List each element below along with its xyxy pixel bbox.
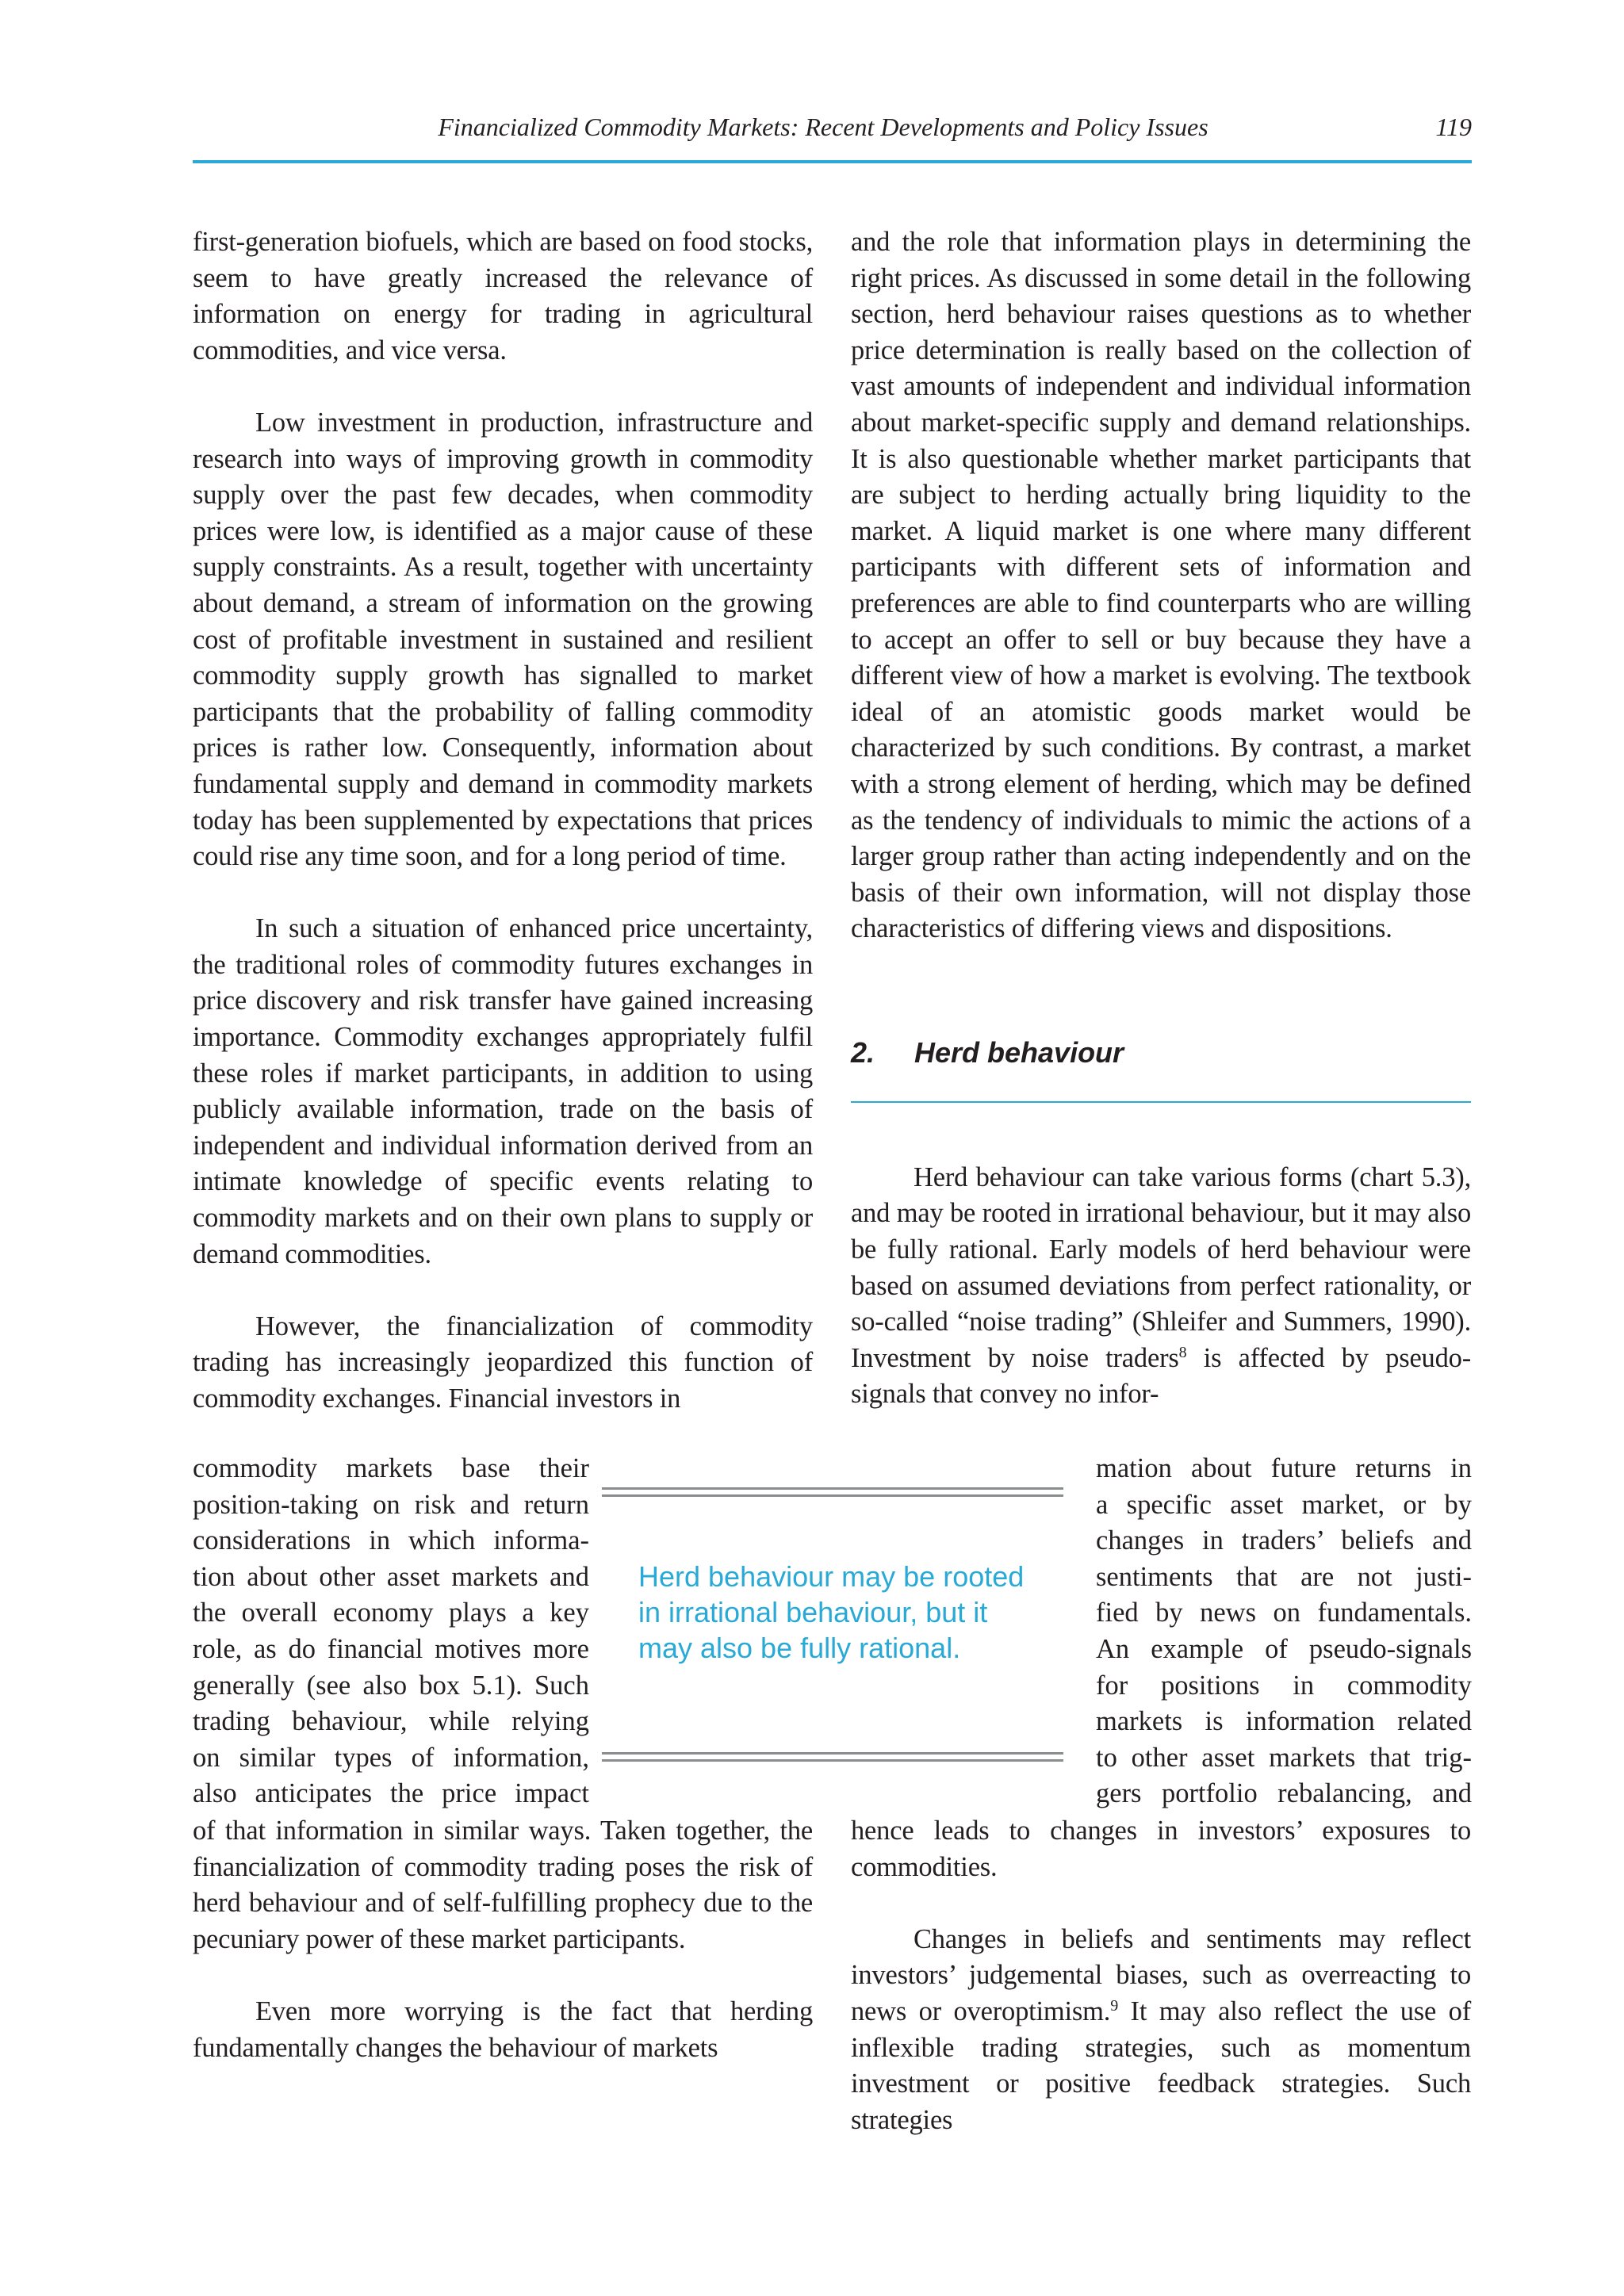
wrap-line: the overall economy plays a key (193, 1598, 589, 1628)
paragraph-text: is affected by pseudo-signals that convey no infor- (851, 1342, 1471, 1410)
pull-quote-top-rule (602, 1487, 1063, 1497)
wrap-line: on similar types of information, (193, 1742, 589, 1773)
wrap-line: for positions in commodity (1096, 1670, 1472, 1701)
paragraph-text: It may also reflect the use of inflexible trading strategies, such as momentum investment or positive feedback strategies. Such strategies (851, 1996, 1471, 2135)
paragraph: However, the financialization of commodity trading has increasingly jeopardized this function of commodity exchanges. Financial investors in (193, 1311, 813, 1414)
paragraph: In such a situation of enhanced price uncertainty, the traditional roles of commodity futures exchanges in price discovery and risk transfer have gained increasing importance. Commodity exchanges appropriately fulfil these roles if market participants, in addition to using publicly available information, trade on the basis of independent and individual information derived from an intimate knowledge of specific events relating to commodity markets and on their own plans to supply or demand commodities. (193, 913, 813, 1269)
section-heading (851, 1036, 1124, 1070)
paragraph: hence leads to changes in investors’ exposures to commodities. (851, 1816, 1471, 1882)
wrap-line: trading behaviour, while relying (193, 1706, 589, 1737)
section-number: 2. (851, 1035, 875, 1069)
left-column (193, 224, 813, 1418)
wrap-line: a specific asset market, or by (1096, 1489, 1472, 1520)
wrap-line: fied by news on fundamentals. (1096, 1598, 1472, 1628)
running-header (193, 111, 1472, 159)
section-title: Herd behaviour (914, 1035, 1124, 1069)
pull-quote (602, 1487, 1063, 1773)
heading-rule (851, 1101, 1471, 1103)
section-heading-block (851, 1036, 1471, 1103)
left-column-lower (193, 1813, 813, 2066)
wrap-line: gers portfolio rebalancing, and (1096, 1778, 1472, 1809)
wrap-line: generally (see also box 5.1). Such (193, 1670, 589, 1701)
wrap-line: An example of pseudo-signals (1096, 1633, 1472, 1664)
right-column-lower (851, 1813, 1471, 2138)
wrap-line: commodity markets base their (193, 1453, 589, 1483)
running-title: Financialized Commodity Markets: Recent Developments and Policy Issues (438, 113, 1208, 141)
right-column (851, 224, 1471, 1413)
paragraph: first-generation biofuels, which are based on food stocks, seem to have greatly increased the relevance of information on energy for trading in agricultural commodities, and vice versa. (193, 227, 813, 365)
wrap-line: position-taking on risk and return (193, 1489, 589, 1520)
pull-quote-text: Herd behaviour may be rooted in irrational behaviour, but it may also be fully rational. (638, 1560, 1025, 1664)
paragraph: Even more worrying is the fact that herding fundamentally changes the behaviour of markets (193, 1996, 813, 2063)
page-number: 119 (1435, 113, 1472, 141)
wrap-line: role, as do financial motives more (193, 1633, 589, 1664)
left-wrap-text (193, 1451, 589, 1812)
footnote-ref[interactable]: 9 (1110, 1996, 1119, 2015)
wrap-line: tion about other asset markets and (193, 1561, 589, 1592)
paragraph: of that information in similar ways. Taken together, the financialization of commodity trading poses the risk of herd behaviour and of self-fulfilling prophecy due to the pecuniary power of these market participants. (193, 1816, 813, 1954)
paragraph: Low investment in production, infrastructure and research into ways of improving growth in commodity supply over the past few decades, when commodity prices were low, is identified as a major cause of these supply constraints. As a result, together with uncertainty about demand, a stream of information on the growing cost of profitable investment in sustained and resilient commodity supply growth has signalled to market participants that the probability of falling commodity prices is rather low. Consequently, information about fundamental supply and demand in commodity markets today has been supplemented by expectations that prices could rise any time soon, and for a long period of time. (193, 407, 813, 872)
paragraph-text: Changes in beliefs and sentiments may reflect investors’ judgemental biases, such as overreacting to news or overoptimism. (851, 1923, 1471, 2026)
header-rule (193, 160, 1472, 163)
paragraph: and the role that information plays in determining the right prices. As discussed in some detail in the following section, herd behaviour raises questions as to whether price determination is really based on the collection of vast amounts of independent and individual information about market-specific supply and demand relationships. It is also questionable whether market participants that are subject to herding actually bring liquidity to the market. A liquid market is one where many different participants with different sets of information and preferences are able to find counterparts who are willing to accept an offer to sell or buy because they have a different view of how a market is evolving. The textbook ideal of an atomistic goods market would be characterized by such conditions. By contrast, a market with a strong element of herding, which may be defined as the tendency of individuals to mimic the actions of a larger group rather than acting independently and on the basis of their own information, will not display those characteristics of differing views and dispositions. (851, 227, 1471, 944)
wrap-line: markets is information related (1096, 1706, 1472, 1737)
right-wrap-text (1096, 1451, 1472, 1812)
wrap-line: also anticipates the price impact (193, 1778, 589, 1809)
wrap-line: changes in traders’ beliefs and (1096, 1525, 1472, 1556)
paragraph (851, 1922, 1471, 2139)
paragraph (851, 1160, 1471, 1413)
footnote-ref[interactable]: 8 (1178, 1343, 1187, 1361)
paragraph-text: Herd behaviour can take various forms (chart 5.3), and may be rooted in irrational behaviour, but it may also be fully rational. Early models of herd behaviour were based on assumed deviations from perfect rationality, or so-called “noise trading” (Shleifer and Summers, 1990). Investment by noise traders (851, 1161, 1471, 1373)
wrap-line: sentiments that are not justi- (1096, 1561, 1472, 1592)
wrap-line: considerations in which informa- (193, 1525, 589, 1556)
pull-quote-bottom-rule (602, 1752, 1063, 1762)
wrap-line: mation about future returns in (1096, 1453, 1472, 1483)
wrap-line: to other asset markets that trig- (1096, 1742, 1472, 1773)
